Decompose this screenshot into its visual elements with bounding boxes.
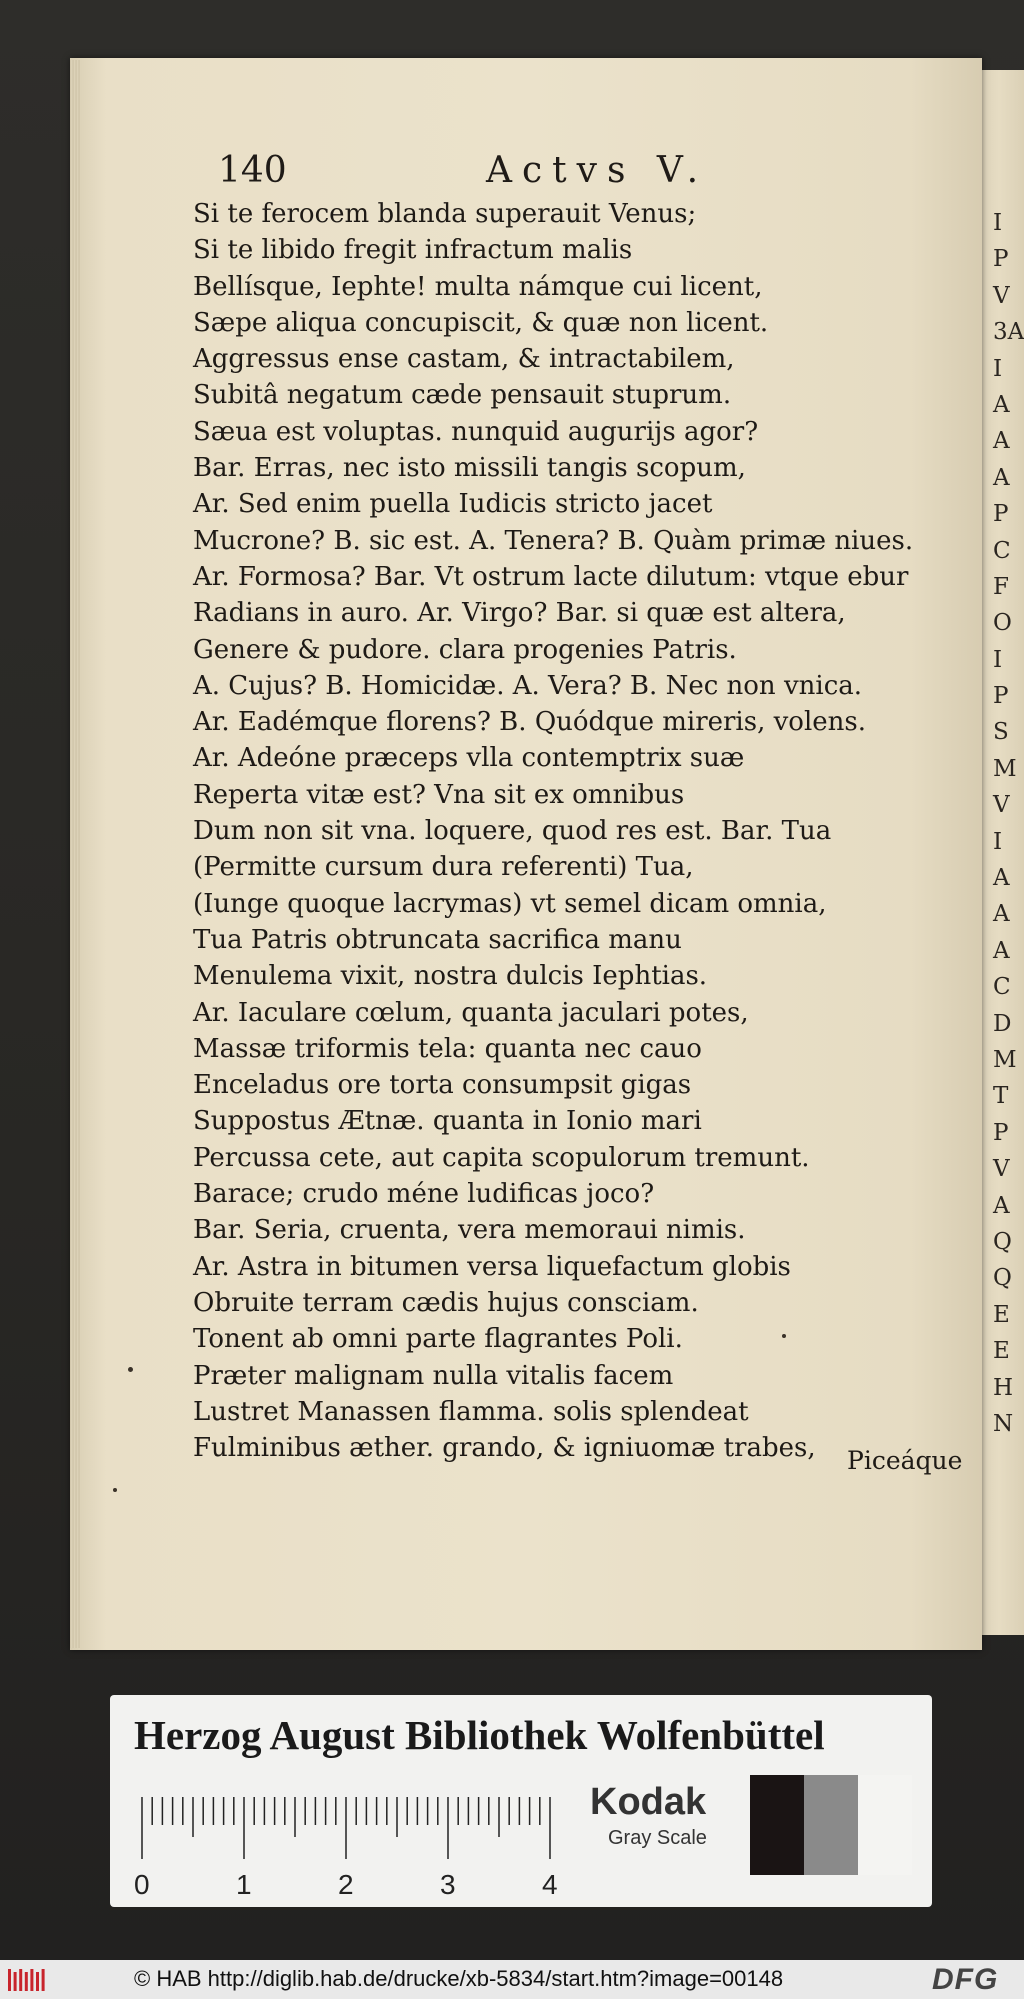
verse-line: Sæua est voluptas. nunquid augurijs agor? (193, 416, 759, 447)
ruler-label: 1 (236, 1869, 252, 1900)
verse-line: Percussa cete, aut capita scopulorum tremunt. (193, 1142, 810, 1173)
facing-page-letter: V (993, 792, 1010, 819)
facing-page-letter: C (993, 537, 1011, 564)
library-name: Herzog August Bibliothek Wolfenbüttel (134, 1712, 825, 1758)
page-stack-edge (70, 60, 80, 1648)
verse-line: Obruite terram cædis hujus consciam. (193, 1287, 699, 1318)
facing-page-letter: I (993, 646, 1003, 673)
facing-page-letter: N (993, 1410, 1014, 1437)
verse-line: Lustret Manassen flamma. solis splendeat (193, 1396, 749, 1427)
ruler-label: 0 (134, 1869, 150, 1900)
facing-page-letter: I (993, 828, 1003, 855)
verse-line: Præter malignam nulla vitalis facem (193, 1360, 674, 1391)
facing-page-letter: A (993, 865, 1010, 892)
verse-line: Ar. Adeóne præceps vlla contemptrix suæ (193, 743, 745, 774)
facing-page-letter: I (993, 355, 1003, 382)
verse-line: Aggressus ense castam, & intractabilem, (193, 344, 735, 375)
verse-line: Genere & pudore. clara progenies Patris. (193, 634, 737, 665)
verse-line: Reperta vitæ est? Vna sit ex omnibus (193, 779, 685, 810)
facing-page-letter: M (993, 755, 1017, 782)
ink-speck (113, 1488, 117, 1492)
measurement-ruler (134, 1787, 564, 1902)
logo-bar (42, 1969, 45, 1991)
facing-page-letter: T (993, 1083, 1009, 1110)
swatch-mid (804, 1775, 858, 1875)
verse-line: A. Cujus? B. Homicidæ. A. Vera? B. Nec non vnica. (193, 670, 863, 701)
verse-line: Bellísque, Iephte! multa námque cui licent, (193, 271, 763, 302)
verse-line: Dum non sit vna. loquere, quod res est. Bar. Tua (193, 816, 832, 847)
swatch-dark (750, 1775, 804, 1875)
ink-speck (128, 1367, 133, 1372)
verse-line: Ar. Sed enim puella Iudicis stricto jacet (193, 489, 713, 520)
facing-page-letter: A (993, 1192, 1010, 1219)
page-number: 140 (218, 150, 287, 191)
facing-page-letter: A (993, 901, 1010, 928)
logo-bar (19, 1969, 22, 1991)
facing-page-letter: D (993, 1010, 1012, 1037)
facing-page-letter: E (993, 1338, 1010, 1365)
logo-bar (30, 1969, 33, 1991)
verse-line: Ar. Eadémque florens? B. Quódque mireris, volens. (193, 707, 867, 738)
verse-line: Fulminibus æther. grando, & igniuomæ trabes, (193, 1433, 816, 1464)
logo-bar (25, 1972, 28, 1991)
facing-page-letter: Q (993, 1265, 1012, 1292)
facing-page-letter: E (993, 1301, 1010, 1328)
verse-text (193, 196, 953, 1466)
ruler-label: 2 (338, 1869, 354, 1900)
hab-logo-icon (6, 1968, 48, 1992)
verse-line: Radians in auro. Ar. Virgo? Bar. si quæ est altera, (193, 598, 846, 629)
verse-line: Massæ triformis tela: quanta nec cauo (193, 1033, 702, 1064)
kodak-logo: Kodak (590, 1781, 707, 1823)
facing-page-letter: I (993, 210, 1003, 236)
facing-page-letter: A (993, 937, 1010, 964)
verse-line: Si te libido fregit infractum malis (193, 235, 633, 266)
logo-bar (36, 1972, 39, 1991)
verse-line: Tonent ab omni parte flagrantes Poli. (193, 1324, 683, 1355)
facing-page-letter: S (993, 719, 1009, 746)
verse-line: Suppostus Ætnæ. quanta in Ionio mari (193, 1106, 702, 1137)
verse-line: Ar. Astra in bitumen versa liquefactum globis (193, 1251, 791, 1282)
ruler-label: 4 (542, 1869, 558, 1900)
verse-line: Tua Patris obtruncata sacrifica manu (193, 924, 682, 955)
facing-page-letter: H (993, 1374, 1014, 1401)
verse-line: Enceladus ore torta consumpsit gigas (193, 1070, 692, 1101)
verse-line: Si te ferocem blanda superauit Venus; (193, 199, 697, 229)
dfg-logo: DFG (932, 1963, 999, 1996)
verse-line: Sæpe aliqua concupiscit, & quæ non licent. (193, 307, 769, 338)
facing-page-letters (993, 205, 1024, 1442)
facing-page-letter: F (993, 573, 1009, 600)
ink-speck (782, 1334, 786, 1338)
verse-line: (Iunge quoque lacrymas) vt semel dicam omnia, (193, 888, 827, 919)
verse-line: Ar. Iaculare cœlum, quanta jaculari potes, (193, 997, 749, 1028)
facing-page-letter: P (993, 501, 1009, 528)
facing-page-letter: 3A (993, 319, 1024, 346)
page-header (218, 150, 778, 198)
facing-page-letter: A (993, 464, 1010, 491)
facing-page-letter: A (993, 391, 1010, 418)
logo-bar (14, 1972, 17, 1991)
facing-page-letter: O (993, 610, 1012, 637)
verse-line: Bar. Seria, cruenta, vera memoraui nimis. (193, 1215, 746, 1246)
facing-page-letter: P (993, 683, 1009, 710)
facing-page-letter: A (993, 428, 1010, 455)
color-target-card (110, 1695, 932, 1907)
catchword: Piceáque (847, 1446, 963, 1475)
running-head: Actvs V. (486, 150, 709, 191)
gray-scale-label: Gray Scale (608, 1827, 707, 1849)
logo-bar (8, 1969, 11, 1991)
ruler-label: 3 (440, 1869, 456, 1900)
swatch-light (858, 1775, 912, 1875)
verse-line: (Permitte cursum dura referenti) Tua, (193, 852, 694, 883)
copyright-link[interactable]: © HAB http://diglib.hab.de/drucke/xb-5834/start.htm?image=00148 (134, 1966, 784, 1991)
facing-page-letter: Q (993, 1228, 1012, 1255)
facing-page-letter: P (993, 1119, 1009, 1146)
facing-page-letter: V (993, 282, 1010, 309)
footer-bar (0, 1960, 1024, 1999)
verse-line: Mucrone? B. sic est. A. Tenera? B. Quàm primæ niues. (193, 525, 914, 556)
facing-page-letter: V (993, 1156, 1010, 1183)
verse-line: Ar. Formosa? Bar. Vt ostrum lacte dilutum: vtque ebur (193, 561, 909, 592)
verse-line: Bar. Erras, nec isto missili tangis scopum, (193, 453, 746, 484)
verse-line: Menulema vixit, nostra dulcis Iephtias. (193, 961, 708, 992)
verse-line: Barace; crudo méne ludificas joco? (193, 1179, 655, 1210)
facing-page-letter: M (993, 1046, 1017, 1073)
verse-line: Subitâ negatum cæde pensauit stuprum. (193, 380, 732, 411)
facing-page-letter: P (993, 246, 1009, 273)
facing-page-letter: C (993, 974, 1011, 1001)
